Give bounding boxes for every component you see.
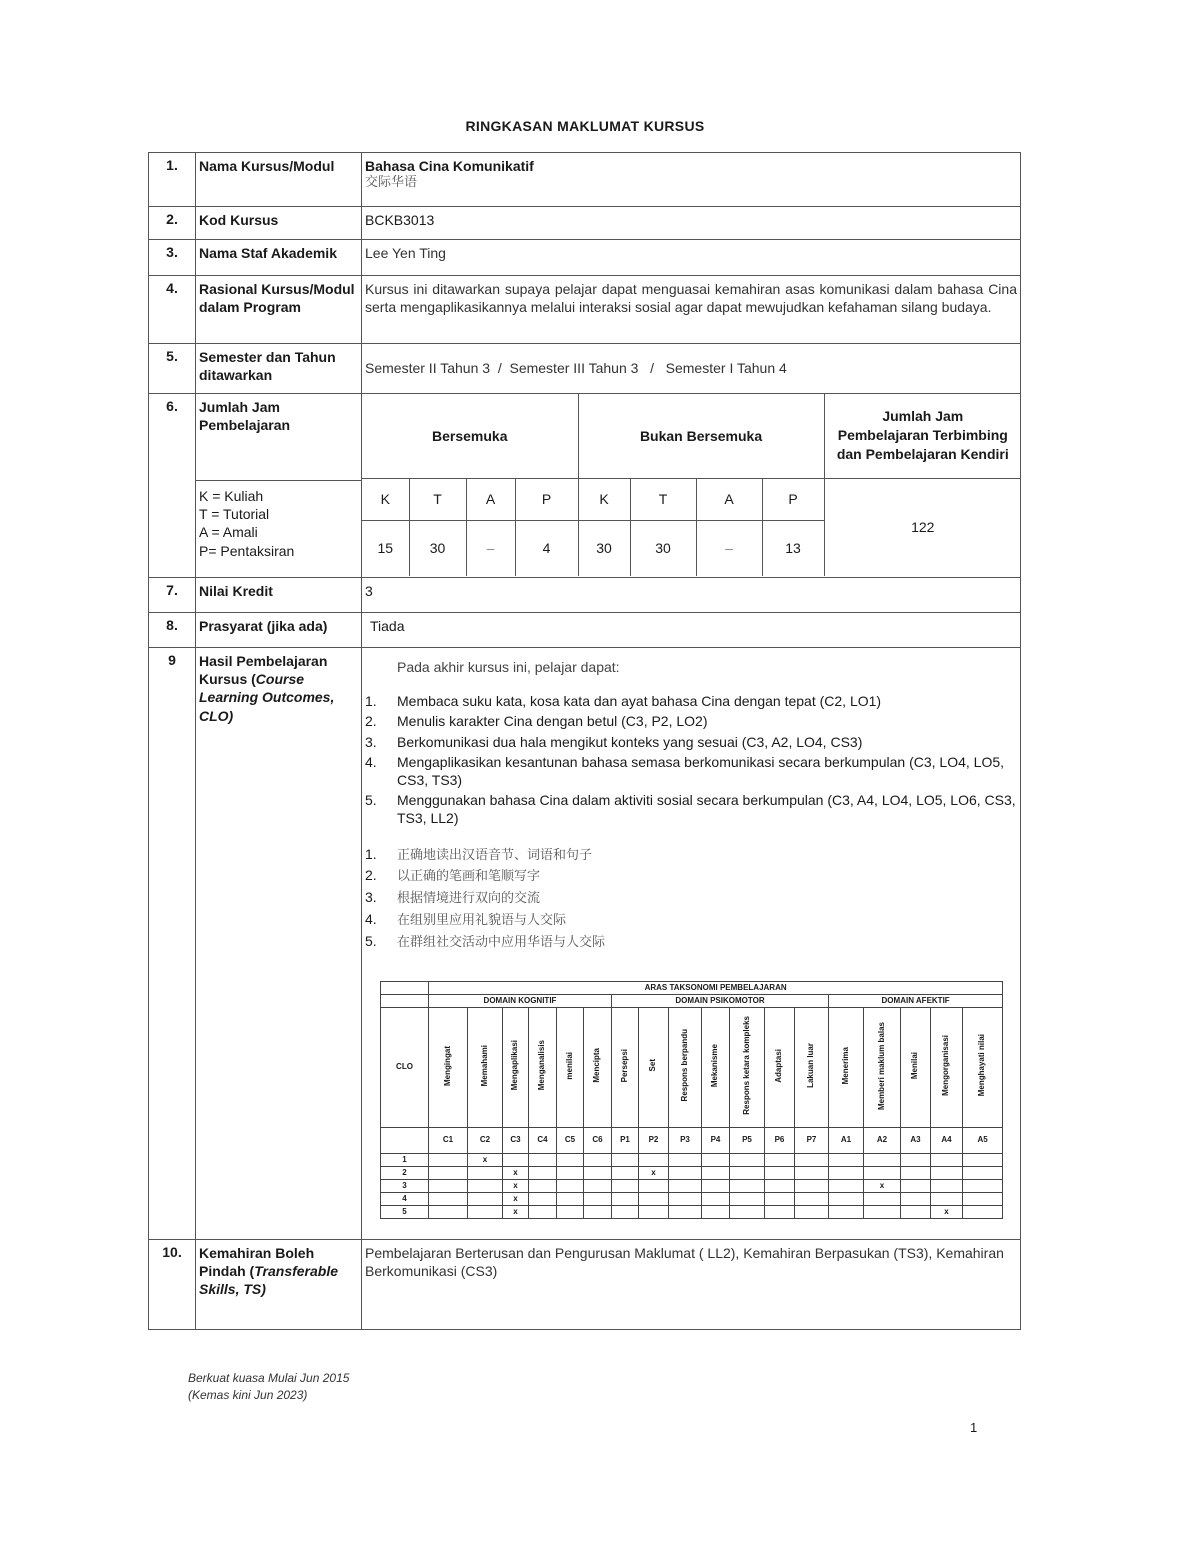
taxonomy-mark: [864, 1166, 901, 1179]
taxonomy-mark: [429, 1179, 468, 1192]
legend-tutorial: T = Tutorial: [199, 506, 270, 523]
row-number: 3.: [149, 240, 196, 276]
list-item: 3. Berkomunikasi dua hala mengikut konteks yang sesuai (C3, A2, LO4, CS3): [365, 733, 863, 750]
taxonomy-mark: [529, 1205, 557, 1218]
clo-number: 2: [381, 1166, 429, 1179]
row-label: Rasional Kursus/Modul dalam Program: [196, 276, 362, 344]
table-row: [381, 1153, 1003, 1166]
list-item: 1. Membaca suku kata, kosa kata dan ayat bahasa Cina dengan tepat (C2, LO1): [365, 693, 882, 710]
taxonomy-code: C4: [529, 1127, 557, 1153]
taxonomy-code: P5: [730, 1127, 765, 1153]
taxonomy-mark: [702, 1179, 730, 1192]
taxonomy-level: Respons berpandu: [669, 1007, 702, 1127]
taxonomy-mark: [468, 1205, 503, 1218]
taxonomy-code: C6: [584, 1127, 612, 1153]
taxonomy-mark: [468, 1166, 503, 1179]
taxonomy-mark: [584, 1205, 612, 1218]
taxonomy-mark: [612, 1179, 639, 1192]
taxonomy-level: Persepsi: [612, 1007, 639, 1127]
taxonomy-mark: [557, 1153, 584, 1166]
taxonomy-mark: [864, 1192, 901, 1205]
table-row: [381, 1205, 1003, 1218]
credit-value: 3: [362, 578, 1021, 613]
taxonomy-mark: [669, 1179, 702, 1192]
clo-number: 4: [381, 1192, 429, 1205]
row-label: Nilai Kredit: [196, 578, 362, 613]
row-label: Hasil Pembelajaran Kursus (: [199, 653, 328, 688]
taxonomy-mark: [669, 1192, 702, 1205]
taxonomy-level: Menghayati nilai: [963, 1007, 1003, 1127]
taxonomy-mark: [795, 1166, 829, 1179]
list-item: 3. 根据情境进行双向的交流: [365, 889, 541, 907]
row-course-code: [149, 207, 1021, 240]
taxonomy-title: ARAS TAKSONOMI PEMBELAJARAN: [429, 981, 1003, 994]
taxonomy-level: Mekanisme: [702, 1007, 730, 1127]
taxonomy-code: C5: [557, 1127, 584, 1153]
taxonomy-level: Respons ketara kompleks: [730, 1007, 765, 1127]
row-label: Prasyarat (jika ada): [196, 613, 362, 648]
taxonomy-level: Mengorganisasi: [931, 1007, 963, 1127]
taxonomy-level: Menganalisis: [529, 1007, 557, 1127]
footer-effective-date: Berkuat kuasa Mulai Jun 2015: [188, 1371, 350, 1385]
list-item: 4. Mengaplikasikan kesantunan bahasa semasa berkomunikasi secara berkumpulan (C3, LO4, LO5, CS3, TS3): [365, 753, 1005, 788]
taxonomy-mark: [864, 1153, 901, 1166]
taxonomy-mark: [931, 1153, 963, 1166]
taxonomy-mark: [429, 1153, 468, 1166]
taxonomy-code: C3: [503, 1127, 529, 1153]
taxonomy-level: Lakuan luar: [795, 1007, 829, 1127]
document-title: RINGKASAN MAKLUMAT KURSUS: [465, 118, 705, 134]
taxonomy-mark: [901, 1192, 931, 1205]
list-item: 5. 在群组社交活动中应用华语与人交际: [365, 932, 606, 950]
clo-number: 3: [381, 1179, 429, 1192]
taxonomy-mark: [639, 1153, 669, 1166]
taxonomy-level: Set: [639, 1007, 669, 1127]
taxonomy-code: C2: [468, 1127, 503, 1153]
taxonomy-code: A1: [829, 1127, 864, 1153]
taxonomy-mark: [765, 1179, 795, 1192]
clo-list-chinese: [365, 844, 1017, 953]
row-credit: [149, 578, 1021, 613]
table-row: [381, 1179, 1003, 1192]
taxonomy-mark: [529, 1192, 557, 1205]
taxonomy-level: menilai: [557, 1007, 584, 1127]
hours-value: 15: [362, 520, 409, 576]
hour-type-p: P: [762, 478, 824, 520]
taxonomy-code: C1: [429, 1127, 468, 1153]
taxonomy-mark: [795, 1205, 829, 1218]
row-number: 6.: [149, 394, 196, 578]
course-name-chinese: 交际华语: [365, 175, 418, 191]
row-number: 7.: [149, 578, 196, 613]
taxonomy-mark: x: [503, 1192, 529, 1205]
taxonomy-level: Adaptasi: [765, 1007, 795, 1127]
footer-updated-date: (Kemas kini Jun 2023): [188, 1387, 308, 1402]
row-rationale: [149, 276, 1021, 344]
hours-table: [362, 394, 1021, 576]
taxonomy-mark: [639, 1179, 669, 1192]
hours-value: 13: [762, 520, 824, 576]
taxonomy-mark: [864, 1205, 901, 1218]
taxonomy-mark: [468, 1192, 503, 1205]
taxonomy-mark: [901, 1166, 931, 1179]
taxonomy-mark: [584, 1166, 612, 1179]
row-transferable-skills: [149, 1240, 1021, 1330]
non-face-to-face-header: Bukan Bersemuka: [578, 394, 824, 478]
taxonomy-code: A4: [931, 1127, 963, 1153]
taxonomy-level: Menilai: [901, 1007, 931, 1127]
taxonomy-mark: [702, 1205, 730, 1218]
face-to-face-header: Bersemuka: [362, 394, 578, 478]
row-label: Nama Kursus/Modul: [196, 153, 362, 207]
taxonomy-mark: [963, 1179, 1003, 1192]
row-academic-staff: [149, 240, 1021, 276]
taxonomy-mark: x: [503, 1179, 529, 1192]
row-label-italic: Transferable Skills, TS): [199, 1263, 339, 1298]
legend-pentaksiran: P= Pentaksiran: [199, 542, 295, 559]
taxonomy-mark: [963, 1192, 1003, 1205]
clo-number: 1: [381, 1153, 429, 1166]
total-hours-value: 122: [824, 478, 1021, 576]
clo-intro: Pada akhir kursus ini, pelajar dapat:: [397, 659, 620, 675]
taxonomy-mark: [612, 1166, 639, 1179]
row-number: 2.: [149, 207, 196, 240]
taxonomy-mark: [963, 1205, 1003, 1218]
taxonomy-code: P6: [765, 1127, 795, 1153]
taxonomy-mark: [612, 1192, 639, 1205]
row-number: 4.: [149, 276, 196, 344]
taxonomy-level: Memahami: [468, 1007, 503, 1127]
taxonomy-mark: [730, 1153, 765, 1166]
hours-value: 30: [409, 520, 466, 576]
hours-legend: [196, 481, 361, 566]
row-number: 10.: [149, 1240, 196, 1330]
total-hours-header: Jumlah Jam Pembelajaran Terbimbing dan Pembelajaran Kendiri: [824, 394, 1021, 478]
row-semester: [149, 344, 1021, 394]
row-label-italic: Course Learning Outcomes, CLO): [199, 671, 335, 724]
clo-list: [365, 692, 1017, 827]
legend-amali: A = Amali: [199, 524, 258, 541]
domain-cognitive: DOMAIN KOGNITIF: [429, 994, 612, 1007]
semester-offered: Semester II Tahun 3 / Semester III Tahun 3 / Semester I Tahun 4: [362, 344, 1021, 394]
list-item: 5. Menggunakan bahasa Cina dalam aktiviti sosial secara berkumpulan (C3, A4, LO4, LO5, LO6, CS3, TS3, LL2): [365, 792, 1016, 827]
taxonomy-level: Memberi maklum balas: [864, 1007, 901, 1127]
taxonomy-code: P7: [795, 1127, 829, 1153]
footer: [188, 1370, 349, 1404]
taxonomy-mark: [730, 1192, 765, 1205]
row-label: Nama Staf Akademik: [196, 240, 362, 276]
rationale-text: Kursus ini ditawarkan supaya pelajar dapat menguasai kemahiran asas komunikasi dalam bahasa Cina serta mengaplikasikannya melalui interaksi sosial agar dapat mewujudkan kefahaman silang budaya.: [362, 276, 1021, 344]
transferable-skills-value: Pembelajaran Berterusan dan Pengurusan Maklumat ( LL2), Kemahiran Berpasukan (TS3), Kemahiran Berkomunikasi (CS3): [362, 1240, 1021, 1330]
taxonomy-mark: [829, 1153, 864, 1166]
taxonomy-mark: [963, 1166, 1003, 1179]
taxonomy-code: P2: [639, 1127, 669, 1153]
clo-number: 5: [381, 1205, 429, 1218]
domain-affective: DOMAIN AFEKTIF: [829, 994, 1003, 1007]
taxonomy-mark: x: [931, 1205, 963, 1218]
row-number: 5.: [149, 344, 196, 394]
taxonomy-mark: [529, 1179, 557, 1192]
domain-psychomotor: DOMAIN PSIKOMOTOR: [612, 994, 829, 1007]
taxonomy-mark: [730, 1166, 765, 1179]
taxonomy-mark: [901, 1153, 931, 1166]
hours-value: –: [696, 520, 762, 576]
taxonomy-mark: [529, 1153, 557, 1166]
taxonomy-mark: [765, 1153, 795, 1166]
row-learning-outcomes: [149, 648, 1021, 1240]
row-label: Kod Kursus: [196, 207, 362, 240]
taxonomy-mark: [669, 1166, 702, 1179]
taxonomy-mark: [795, 1179, 829, 1192]
taxonomy-mark: [829, 1179, 864, 1192]
taxonomy-mark: [429, 1205, 468, 1218]
hour-type-k: K: [578, 478, 630, 520]
clo-header: CLO: [381, 1007, 429, 1127]
taxonomy-mark: [584, 1192, 612, 1205]
hour-type-a: A: [696, 478, 762, 520]
taxonomy-mark: [931, 1166, 963, 1179]
hour-type-a: A: [466, 478, 515, 520]
taxonomy-mark: x: [639, 1166, 669, 1179]
taxonomy-level: Mengaplikasi: [503, 1007, 529, 1127]
taxonomy-level: Menerima: [829, 1007, 864, 1127]
taxonomy-mark: [702, 1153, 730, 1166]
taxonomy-mark: [669, 1205, 702, 1218]
taxonomy-mark: [795, 1192, 829, 1205]
row-label: Kemahiran Boleh Pindah (: [199, 1245, 315, 1280]
taxonomy-mark: x: [468, 1153, 503, 1166]
hour-type-k: K: [362, 478, 409, 520]
taxonomy-mark: [829, 1205, 864, 1218]
taxonomy-mark: [765, 1205, 795, 1218]
taxonomy-mark: x: [503, 1166, 529, 1179]
taxonomy-code: A2: [864, 1127, 901, 1153]
prerequisite-value: Tiada: [362, 613, 1021, 648]
taxonomy-code: P3: [669, 1127, 702, 1153]
taxonomy-mark: [931, 1179, 963, 1192]
taxonomy-code: P1: [612, 1127, 639, 1153]
row-learning-hours: [149, 394, 1021, 578]
hours-value: –: [466, 520, 515, 576]
taxonomy-mark: [584, 1179, 612, 1192]
taxonomy-mark: [529, 1166, 557, 1179]
taxonomy-mark: [639, 1205, 669, 1218]
taxonomy-mark: [829, 1166, 864, 1179]
taxonomy-mark: [702, 1192, 730, 1205]
taxonomy-mark: [931, 1192, 963, 1205]
row-number: 9: [149, 648, 196, 1240]
taxonomy-mark: [503, 1153, 529, 1166]
taxonomy-mark: [669, 1153, 702, 1166]
taxonomy-mark: [901, 1179, 931, 1192]
course-code: BCKB3013: [362, 207, 1021, 240]
row-number: 1.: [149, 153, 196, 207]
taxonomy-mark: x: [503, 1205, 529, 1218]
taxonomy-mark: [429, 1192, 468, 1205]
taxonomy-level: Mencipta: [584, 1007, 612, 1127]
taxonomy-mark: [963, 1153, 1003, 1166]
hour-type-t: T: [630, 478, 696, 520]
taxonomy-level: Mengingat: [429, 1007, 468, 1127]
hour-type-p: P: [515, 478, 578, 520]
row-course-name: [149, 153, 1021, 207]
taxonomy-code: A5: [963, 1127, 1003, 1153]
taxonomy-mark: [557, 1179, 584, 1192]
course-name: Bahasa Cina Komunikatif: [365, 158, 534, 174]
taxonomy-mark: [468, 1179, 503, 1192]
taxonomy-mark: [639, 1192, 669, 1205]
taxonomy-code: P4: [702, 1127, 730, 1153]
list-item: 2. Menulis karakter Cina dengan betul (C3, P2, LO2): [365, 713, 708, 730]
taxonomy-mark: [702, 1166, 730, 1179]
page-number: 1: [970, 1420, 978, 1435]
taxonomy-mark: [557, 1205, 584, 1218]
legend-kuliah: K = Kuliah: [199, 488, 264, 504]
row-label: Semester dan Tahun ditawarkan: [196, 344, 362, 394]
table-row: [381, 1166, 1003, 1179]
table-row: [381, 1192, 1003, 1205]
taxonomy-mark: [557, 1166, 584, 1179]
taxonomy-mark: [612, 1205, 639, 1218]
taxonomy-mark: x: [864, 1179, 901, 1192]
course-summary-table: [148, 152, 1021, 1330]
hour-type-t: T: [409, 478, 466, 520]
taxonomy-table: [380, 981, 1003, 1219]
taxonomy-mark: [584, 1153, 612, 1166]
taxonomy-mark: [557, 1192, 584, 1205]
taxonomy-mark: [765, 1166, 795, 1179]
hours-value: 30: [630, 520, 696, 576]
taxonomy-mark: [730, 1179, 765, 1192]
list-item: 4. 在组别里应用礼貌语与人交际: [365, 911, 567, 929]
list-item: 1. 正确地读出汉语音节、词语和句子: [365, 845, 593, 863]
academic-staff-name: Lee Yen Ting: [362, 240, 1021, 276]
row-prerequisite: [149, 613, 1021, 648]
taxonomy-mark: [730, 1205, 765, 1218]
taxonomy-mark: [829, 1192, 864, 1205]
taxonomy-mark: [765, 1192, 795, 1205]
row-number: 8.: [149, 613, 196, 648]
taxonomy-mark: [901, 1205, 931, 1218]
taxonomy-mark: [612, 1153, 639, 1166]
taxonomy-mark: [795, 1153, 829, 1166]
hours-value: 30: [578, 520, 630, 576]
hours-value: 4: [515, 520, 578, 576]
taxonomy-code: A3: [901, 1127, 931, 1153]
row-label: Jumlah Jam Pembelajaran: [196, 394, 361, 481]
taxonomy-mark: [429, 1166, 468, 1179]
list-item: 2. 以正确的笔画和笔顺写字: [365, 867, 541, 885]
